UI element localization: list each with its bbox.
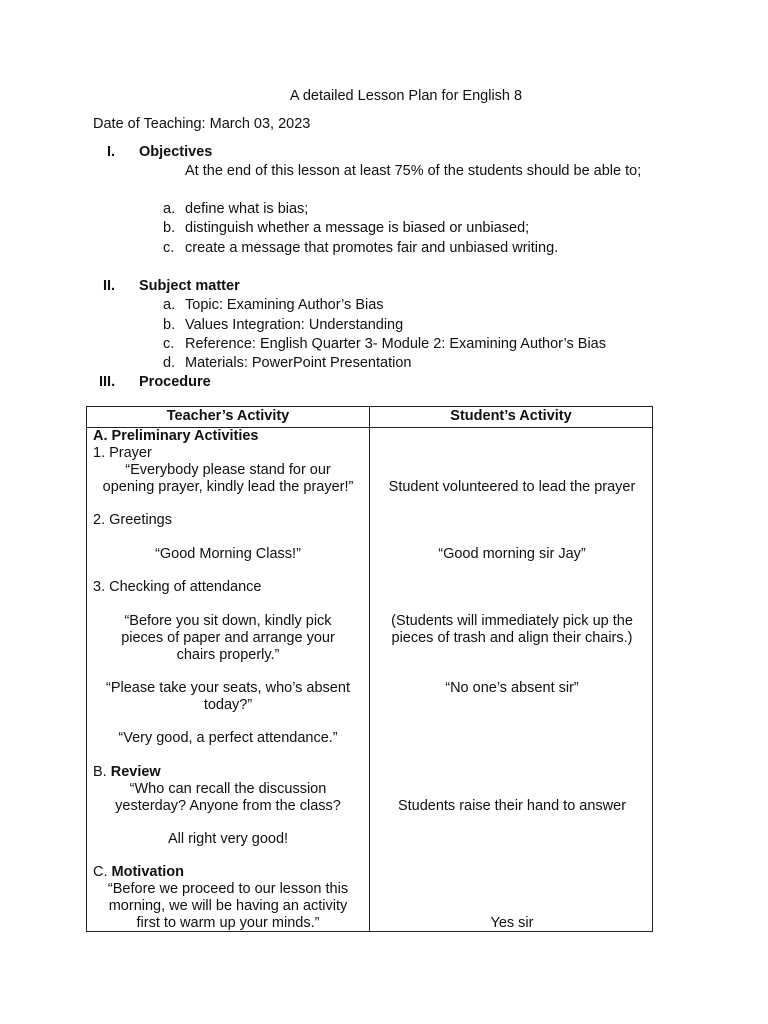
review-response: Students raise their hand to answer — [397, 798, 627, 814]
objectives-intro: At the end of this lesson at least 75% of the students should be able to; — [185, 163, 642, 179]
section-numeral-procedure: III. — [99, 374, 116, 390]
attendance-text: pieces of paper and arrange your — [121, 630, 335, 646]
attendance-text: “Before you sit down, kindly pick — [124, 613, 332, 629]
attendance-label: 3. Checking of attendance — [93, 579, 262, 595]
motivation-text: morning, we will be having an activity — [108, 898, 348, 914]
perfect-attendance-text: “Very good, a perfect attendance.” — [118, 730, 338, 746]
prayer-text: opening prayer, kindly lead the prayer!” — [102, 479, 354, 495]
header-student-activity: Student’s Activity — [370, 407, 653, 428]
objective-marker: b. — [163, 220, 176, 236]
attendance-text: chairs properly.” — [176, 647, 280, 663]
greetings-label: 2. Greetings — [93, 512, 172, 528]
subject-marker: d. — [163, 355, 176, 371]
procedure-table — [86, 406, 653, 932]
greetings-text: “Good Morning Class!” — [155, 546, 301, 562]
review-text: yesterday? Anyone from the class? — [115, 798, 341, 814]
objective-item: distinguish whether a message is biased or unbiased; — [185, 220, 530, 236]
subject-marker: c. — [163, 336, 175, 352]
prayer-label: 1. Prayer — [93, 445, 152, 461]
subject-marker: b. — [163, 317, 176, 333]
section-numeral-objectives: I. — [107, 144, 116, 160]
motivation-response: Yes sir — [490, 915, 534, 931]
motivation-text: first to warm up your minds.” — [136, 915, 320, 931]
seats-text: “Please take your seats, who’s absent — [106, 680, 350, 696]
objective-item: define what is bias; — [185, 201, 309, 217]
document-title: A detailed Lesson Plan for English 8 — [289, 88, 523, 104]
subject-item-reference: Reference: English Quarter 3- Module 2: Examining Author’s Bias — [185, 336, 606, 352]
date-of-teaching: Date of Teaching: March 03, 2023 — [93, 116, 311, 132]
subject-marker: a. — [163, 297, 176, 313]
subject-item-materials: Materials: PowerPoint Presentation — [185, 355, 412, 371]
review-heading: B. Review — [93, 764, 161, 780]
objective-marker: a. — [163, 201, 176, 217]
objective-marker: c. — [163, 240, 175, 256]
objective-item: create a message that promotes fair and unbiased writing. — [185, 240, 559, 256]
table-header-row — [87, 407, 653, 428]
motivation-heading: C. Motivation — [93, 864, 185, 880]
attendance-response: (Students will immediately pick up the — [391, 613, 633, 629]
subject-item-topic: Topic: Examining Author’s Bias — [185, 297, 384, 313]
review-text: “Who can recall the discussion — [129, 781, 327, 797]
greeting-response: “Good morning sir Jay” — [438, 546, 586, 562]
section-heading-objectives: Objectives — [139, 144, 213, 160]
attendance-response: pieces of trash and align their chairs.) — [391, 630, 633, 646]
seats-text: today?” — [203, 697, 253, 713]
table-row — [87, 428, 653, 932]
subject-item-values: Values Integration: Understanding — [185, 317, 404, 333]
motivation-text: “Before we proceed to our lesson this — [107, 881, 349, 897]
prayer-response: Student volunteered to lead the prayer — [388, 479, 636, 495]
section-numeral-subject-matter: II. — [103, 278, 116, 294]
prayer-text: “Everybody please stand for our — [125, 462, 331, 478]
absent-response: “No one’s absent sir” — [445, 680, 579, 696]
header-teacher-activity: Teacher’s Activity — [87, 407, 370, 428]
review-text: All right very good! — [167, 831, 289, 847]
section-heading-procedure: Procedure — [139, 374, 211, 390]
student-activity-cell — [370, 428, 653, 932]
teacher-activity-cell — [87, 428, 370, 932]
section-heading-subject-matter: Subject matter — [139, 278, 240, 294]
preliminary-heading: A. Preliminary Activities — [93, 428, 259, 444]
